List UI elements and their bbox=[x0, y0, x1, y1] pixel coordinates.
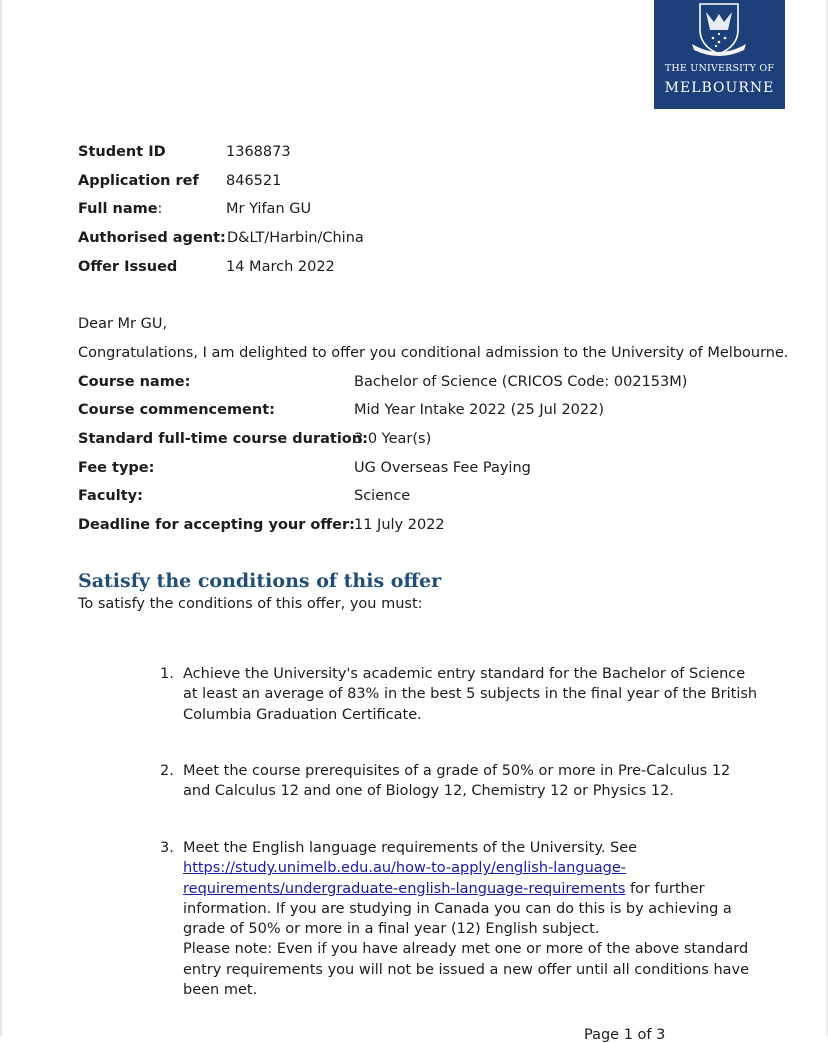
fee-type-value: UG Overseas Fee Paying bbox=[354, 460, 531, 476]
condition-number: 3. bbox=[160, 840, 174, 856]
application-ref-value: 846521 bbox=[226, 173, 282, 189]
course-name-value: Bachelor of Science (CRICOS Code: 002153M) bbox=[354, 374, 688, 390]
condition-text-after-link: for further information. If you are studying in Canada you can do this is by achieving a grade of 50% or more in a final year (12) English subject. bbox=[183, 880, 732, 938]
authorised-agent-label: Authorised agent: bbox=[78, 230, 226, 246]
page-number: Page 1 of 3 bbox=[584, 1027, 666, 1043]
full-name-value: Mr Yifan GU bbox=[226, 201, 312, 217]
offer-deadline-label: Deadline for accepting your offer: bbox=[78, 517, 355, 533]
faculty-label: Faculty: bbox=[78, 488, 143, 504]
course-name-label: Course name: bbox=[78, 374, 191, 390]
conditions-subheading: To satisfy the conditions of this offer, you must: bbox=[78, 596, 423, 612]
condition-text-before-link: Meet the English language requirements of the University. See bbox=[183, 840, 638, 856]
conditions-heading: Satisfy the conditions of this offer bbox=[78, 570, 442, 592]
intro-paragraph: Congratulations, I am delighted to offer you conditional admission to the University of Melbourne. bbox=[78, 345, 789, 361]
course-duration-label: Standard full-time course duration: bbox=[78, 431, 368, 447]
offer-issued-value: 14 March 2022 bbox=[226, 259, 335, 275]
logo-text-line2: MELBOURNE bbox=[664, 80, 775, 96]
condition-note: Please note: Even if you have already met one or more of the above standard entry requirements you will not be issued a new offer until all conditions have been met. bbox=[183, 941, 750, 999]
full-name-colon: : bbox=[157, 201, 163, 217]
faculty-value: Science bbox=[354, 488, 411, 504]
crest-icon bbox=[678, 0, 760, 60]
authorised-agent-value: D&LT/Harbin/China bbox=[227, 230, 364, 246]
offer-deadline-value: 11 July 2022 bbox=[354, 517, 445, 533]
fee-type-label: Fee type: bbox=[78, 460, 155, 476]
condition-text: Meet the course prerequisites of a grade of 50% or more in Pre-Calculus 12 and Calculus 12 and one of Biology 12, Chemistry 12 or Physics 12. bbox=[183, 763, 731, 800]
course-commencement-value: Mid Year Intake 2022 (25 Jul 2022) bbox=[354, 402, 604, 418]
english-requirements-link[interactable]: https://study.unimelb.edu.au/how-to-apply/english-language-requirements/undergraduate-english-language-requirements bbox=[183, 860, 627, 897]
student-id-label: Student ID bbox=[78, 144, 166, 160]
university-logo bbox=[654, 0, 785, 109]
condition-text: Achieve the University's academic entry standard for the Bachelor of Science at least an average of 83% in the best 5 subjects in the final year of the British Columbia Graduation Certificate. bbox=[183, 666, 758, 723]
page-edge-left bbox=[0, 0, 2, 1036]
course-duration-value: 3.0 Year(s) bbox=[354, 431, 432, 447]
greeting: Dear Mr GU, bbox=[78, 316, 168, 332]
condition-number: 1. bbox=[160, 666, 174, 682]
offer-issued-label: Offer Issued bbox=[78, 259, 178, 275]
student-id-value: 1368873 bbox=[226, 144, 291, 160]
application-ref-label: Application ref bbox=[78, 173, 199, 189]
logo-text-line1: THE UNIVERSITY OF bbox=[664, 63, 775, 74]
full-name-label: Full name bbox=[78, 201, 158, 217]
full-name-label-row bbox=[78, 200, 162, 218]
condition-text bbox=[183, 838, 758, 1000]
course-commencement-label: Course commencement: bbox=[78, 402, 275, 418]
condition-number: 2. bbox=[160, 763, 174, 779]
